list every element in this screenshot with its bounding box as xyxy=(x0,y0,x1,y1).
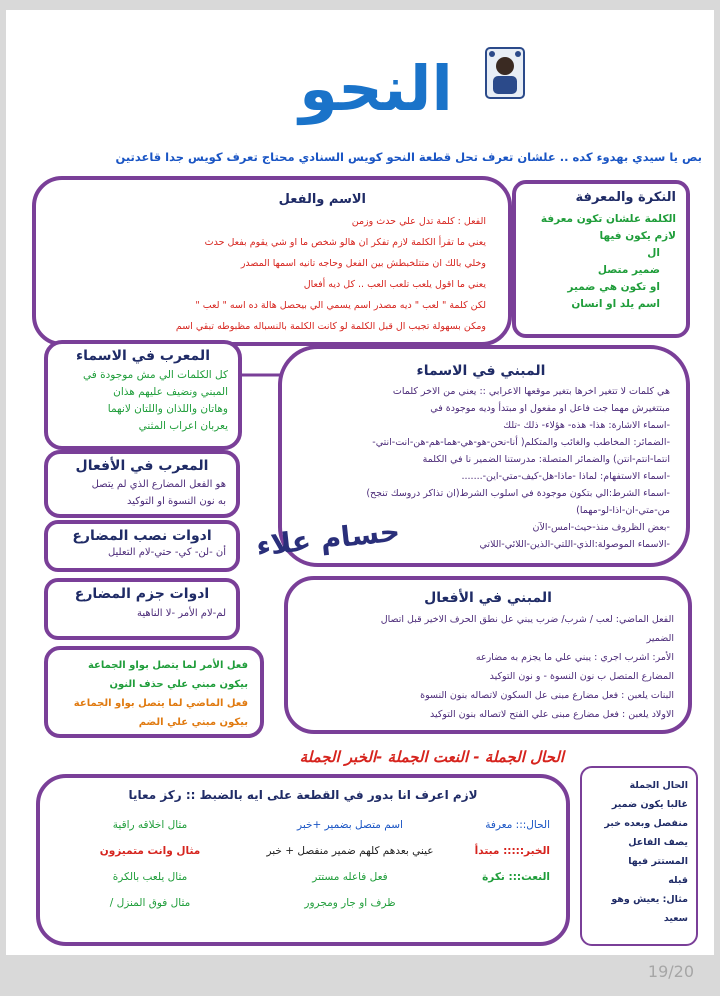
nakira-line: الكلمة علشان تكون معرفة xyxy=(540,213,676,225)
bottom-row xyxy=(56,864,550,890)
page-number: 19/20 xyxy=(647,962,694,981)
murab-asma-box xyxy=(44,340,242,450)
row-label: الحال::: معرفة xyxy=(485,819,550,831)
jamaa-line: فعل الماضي لما يتصل بواو الجماعة xyxy=(73,698,248,709)
bottom-row xyxy=(56,838,550,864)
bottom-row xyxy=(56,890,550,916)
row-b: مثال فوق المنزل / xyxy=(109,897,191,909)
nakira-line: ضمير متصل xyxy=(597,264,660,276)
mabni-afal-line: الاولاد يلعبن : فعل مضارع مبنى علي الفتح لاتصاله بنون التوكيد xyxy=(429,709,674,720)
side-note-line: قبله xyxy=(668,875,688,886)
side-note-box xyxy=(580,766,698,946)
nasb-box xyxy=(44,520,240,572)
mabni-asma-line: -اسماء الاشارة: هذا- هذه- هؤلاء- ذلك -تلك xyxy=(503,420,670,431)
nakira-line: اسم يلد او انسان xyxy=(571,298,660,310)
mabni-asma-line: انتما-انتم-انتن) والضمائر المتصلة: مدرستنا الضمير نا في الكلمة xyxy=(422,454,670,465)
mabni-asma-line: -اسماء الاستفهام: لماذا -ماذا-هل-كيف-متي-اين-....... xyxy=(461,471,670,482)
mabni-asma-heading: المبني في الاسماء xyxy=(416,363,546,379)
bottom-row xyxy=(56,812,550,838)
intro-text: بص يا سيدي بهدوء كده .. علشان تعرف تحل قطعة النحو كويس السنادي محتاج تعرف كويس جدا قاعدتين xyxy=(115,150,702,164)
mabni-asma-line: -الاسماء الموصولة:الذي-اللتي-الذين-اللائي-اللاتي xyxy=(479,539,670,550)
bottom-box xyxy=(36,774,570,946)
murab-asma-line: وهاتان واللذان واللتان لانهما xyxy=(107,403,228,415)
ism-fel-heading: الاسم والفعل xyxy=(278,192,366,207)
ism-fel-line: ومكن بسهولة تجيب ال قبل الكلمة لو كانت الكلمة بالنسباله مظبوطه تبقي اسم xyxy=(175,321,486,332)
mabni-asma-line: -الضمائر: المخاطب والغائب والمتكلم( أنا-نحن-هو-هي-هما-هم-هن-انت-انتي- xyxy=(372,437,670,448)
murab-asma-line: المبني ونضيف عليهم هذان xyxy=(113,386,228,398)
logo xyxy=(484,46,526,100)
mabni-afal-line: المضارع المتصل ب نون النسوة - و نون التوكيد xyxy=(489,671,674,682)
mabni-asma-line: من-متي-ان-اذا-لو-مهما) xyxy=(576,505,670,516)
row-b: مثال اخلاقه راقية xyxy=(112,819,188,831)
mabni-afal-heading: المبني في الأفعال xyxy=(424,590,552,606)
ism-fel-line: لكن كلمة " لعب " ديه مصدر اسم يسمي الي بيحصل هالة ده اسه " لعب " xyxy=(195,300,486,311)
nakira-heading: النكرة والمعرفة xyxy=(575,190,676,205)
side-note-line: سعيد xyxy=(663,913,688,924)
side-note-line: يصف الفاعل xyxy=(628,837,688,848)
ism-fel-line: وخلي بالك ان متتلخبطش بين الفعل وحاجه تانيه اسمها المصدر xyxy=(240,258,486,269)
nasb-heading: ادوات نصب المضارع xyxy=(72,528,212,544)
murab-asma-heading: المعرب في الاسماء xyxy=(76,348,210,364)
row-a: فعل فاعله مستتر xyxy=(312,871,388,883)
jamaa-line: فعل الأمر لما يتصل بواو الجماعة xyxy=(87,660,248,671)
mabni-asma-line: -بعض الظروف منذ-حيث-امس-الآن xyxy=(532,522,670,533)
jazm-line: لم-لام الأمر -لا الناهية xyxy=(137,608,226,619)
row-label xyxy=(460,890,550,916)
mabni-afal-box xyxy=(284,576,692,734)
row-label: النعت::: نكرة xyxy=(482,871,550,883)
mabni-afal-line: الضمير xyxy=(646,633,674,644)
mabni-asma-line: مبتتغيرش مهما جت فاعل او مفعول او مبتدأ وديه موجودة في xyxy=(430,403,670,414)
row-b: مثال وانت متميزون xyxy=(99,845,201,857)
ism-fel-line: يعني ما تقرأ الكلمة لازم تفكر ان هالو شخص ما او شي يقوم بفعل حدث xyxy=(204,237,486,248)
jamaa-line: بيكون مبني علي حذف النون xyxy=(109,679,248,690)
portrait-logo-icon xyxy=(484,46,526,100)
nakira-line: او تكون هي ضمير xyxy=(567,281,660,293)
murab-afal-line: به نون النسوة او التوكيد xyxy=(127,496,226,507)
bottom-top-line: لازم اعرف انا بدور في القطعة على ايه بالضبط :: ركز معايا xyxy=(128,788,478,802)
nakira-line: لازم يكون فيها xyxy=(599,230,676,242)
row-b: مثال يلعب بالكرة xyxy=(112,871,188,883)
murab-afal-heading: المعرب في الأفعال xyxy=(75,458,209,474)
side-note-line: المستتر فيها xyxy=(628,856,688,867)
side-note-line: الحال الجملة xyxy=(629,780,688,791)
page-title: النحو xyxy=(299,52,453,125)
headline: الحال الجملة - النعت الجملة -الخبر الجملة xyxy=(299,748,564,766)
nakira-box xyxy=(512,180,690,338)
jazm-box xyxy=(44,578,240,640)
mabni-asma-line: هي كلمات لا تتغير اخرها بتغير موقعها الاعرابي :: يعني من الاخر كلمات xyxy=(392,386,670,397)
mabni-afal-line: البنات يلعبن : فعل مضارع مبنى عل السكون لاتصاله بنون النسوة xyxy=(420,690,674,701)
mabni-afal-line: الفعل الماضي: لعب / شرب/ ضرب يبني عل نطق الحرف الاخير قبل اتصال xyxy=(380,614,674,625)
signature: حسام علاء xyxy=(254,514,402,563)
ism-fel-line: يعني ما اقول يلعب تلعب العب .. كل ديه أفعال xyxy=(303,279,486,290)
ism-fel-box xyxy=(32,176,512,346)
murab-asma-line: يعربان اعراب المثني xyxy=(138,420,228,432)
row-a: عيني بعدهم كلهم ضمير منفصل + خبر xyxy=(266,845,434,857)
murab-afal-line: هو الفعل المضارع الذي لم يتصل xyxy=(91,479,226,490)
murab-asma-line: كل الكلمات الي مش موجودة في xyxy=(83,369,228,381)
document-page xyxy=(6,10,714,955)
nakira-line: ال xyxy=(647,247,660,259)
mabni-asma-line: -اسماء الشرط:الي بتكون موجودة في اسلوب الشرط(ان تذاكر دروسك تنجح) xyxy=(366,488,670,499)
jazm-heading: ادوات جزم المضارع xyxy=(74,586,210,602)
side-note-line: غالبا يكون ضمير xyxy=(611,799,688,810)
mabni-afal-line: الأمر: اشرب اجري : يبني علي ما يجزم به مضارعه xyxy=(475,652,674,663)
jamaa-line: بيكون مبني علي الضم xyxy=(138,717,248,728)
row-label: الخبر::::: مبتدأ xyxy=(474,845,550,857)
row-a: ظرف او جار ومجرور xyxy=(304,897,396,909)
row-a: اسم متصل بضمير +خبر xyxy=(297,819,403,831)
murab-afal-box xyxy=(44,450,240,518)
side-note-line: مثال: يعيش وهو xyxy=(611,894,688,905)
jamaa-box xyxy=(44,646,264,738)
side-note-line: منفصل وبعده خبر xyxy=(604,818,688,829)
ism-fel-line: الفعل : كلمة تدل علي حدث وزمن xyxy=(351,216,486,227)
nasb-line: أن -لن- كي- حتي-لام التعليل xyxy=(107,547,226,558)
